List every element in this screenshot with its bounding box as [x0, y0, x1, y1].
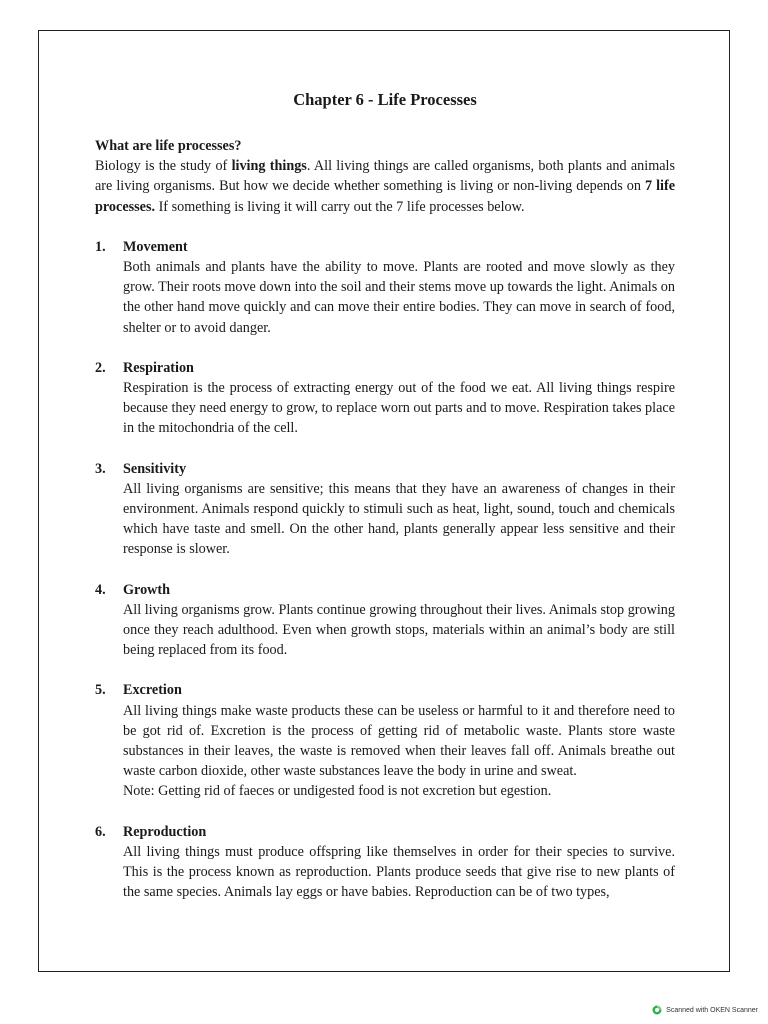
section-note: Note: Getting rid of faeces or undigested food is not excretion but egestion. [123, 783, 552, 800]
section-body: All living organisms grow. Plants continue growing throughout their lives. Animals stop growing once they reach adulthood. Even when growth stops, materials within an animal’s body are still being replaced from its food. [123, 601, 675, 659]
intro-text-part: . All living things are called organisms, both plants and animals are living organisms. But how we decide whether something is living or non-living depends on [95, 158, 675, 195]
section-title: Growth [123, 581, 171, 598]
intro-text-part: If something is living it will carry out the 7 life processes below. [155, 198, 525, 215]
section-movement [95, 237, 675, 338]
section-body: All living things must produce offspring like themselves in order for their species to survive. This is the process known as reproduction. Plants produce seeds that give rise to new plants of the same species. Animals lay eggs or have babies. Reproduction can be of two types, [123, 843, 675, 901]
intro-paragraph [95, 156, 675, 217]
section-number: 5. [95, 682, 106, 699]
section-body: All living things make waste products these can be useless or harmful to it and therefore need to be got rid of. Excretion is the process of getting rid of metabolic waste. Plants store waste substances in their leaves, the waste is removed when their leaves fall off. Animals breathe out waste carbon dioxide, other waste substances leave the body in urine and sweat. [123, 702, 675, 780]
section-excretion [95, 680, 675, 801]
chapter-title: Chapter 6 - Life Processes [293, 90, 477, 109]
section-title: Reproduction [123, 823, 207, 840]
section-heading [95, 459, 675, 479]
section-growth [95, 580, 675, 661]
section-body: Respiration is the process of extracting energy out of the food we eat. All living things respire because they need energy to grow, to replace worn out parts and to move. Respiration takes place in the mitochondria of the cell. [123, 380, 675, 437]
section-number: 6. [95, 823, 106, 840]
scanner-watermark [652, 1005, 758, 1015]
section-heading [95, 237, 675, 257]
intro-text-part: Biology is the study of [95, 158, 232, 175]
intro-block [95, 136, 675, 217]
oken-scanner-logo-icon [652, 1005, 662, 1015]
document-content [95, 88, 675, 903]
section-heading [95, 580, 675, 600]
section-number: 3. [95, 460, 106, 477]
intro-bold-living-things: living things [231, 158, 307, 175]
section-heading [95, 680, 675, 700]
intro-bold-7-life-processes: 7 life processes. [95, 178, 675, 215]
section-heading [95, 358, 675, 378]
section-title: Respiration [123, 359, 194, 376]
intro-heading: What are life processes? [95, 138, 242, 154]
section-title: Movement [123, 238, 188, 255]
section-number: 2. [95, 359, 106, 376]
section-reproduction [95, 822, 675, 903]
section-respiration [95, 358, 675, 439]
section-body: All living organisms are sensitive; this means that they have an awareness of changes in their environment. Animals respond quickly to stimuli such as heat, light, sound, touch and chemicals which have taste and smell. On the other hand, plants generally appear less sensitive and their response is slower. [123, 480, 675, 558]
section-number: 4. [95, 581, 106, 598]
section-heading [95, 822, 675, 842]
section-title: Excretion [123, 682, 182, 699]
section-title: Sensitivity [123, 460, 187, 477]
scanner-label: Scanned with OKEN Scanner [666, 1006, 758, 1014]
section-body: Both animals and plants have the ability to move. Plants are rooted and move slowly as they grow. Their roots move down into the soil and their stems move up towards the light. Animals on the other hand move quickly and can move their entire bodies. They can move in search of food, shelter or to avoid danger. [123, 259, 675, 336]
section-sensitivity [95, 459, 675, 560]
section-number: 1. [95, 238, 106, 255]
